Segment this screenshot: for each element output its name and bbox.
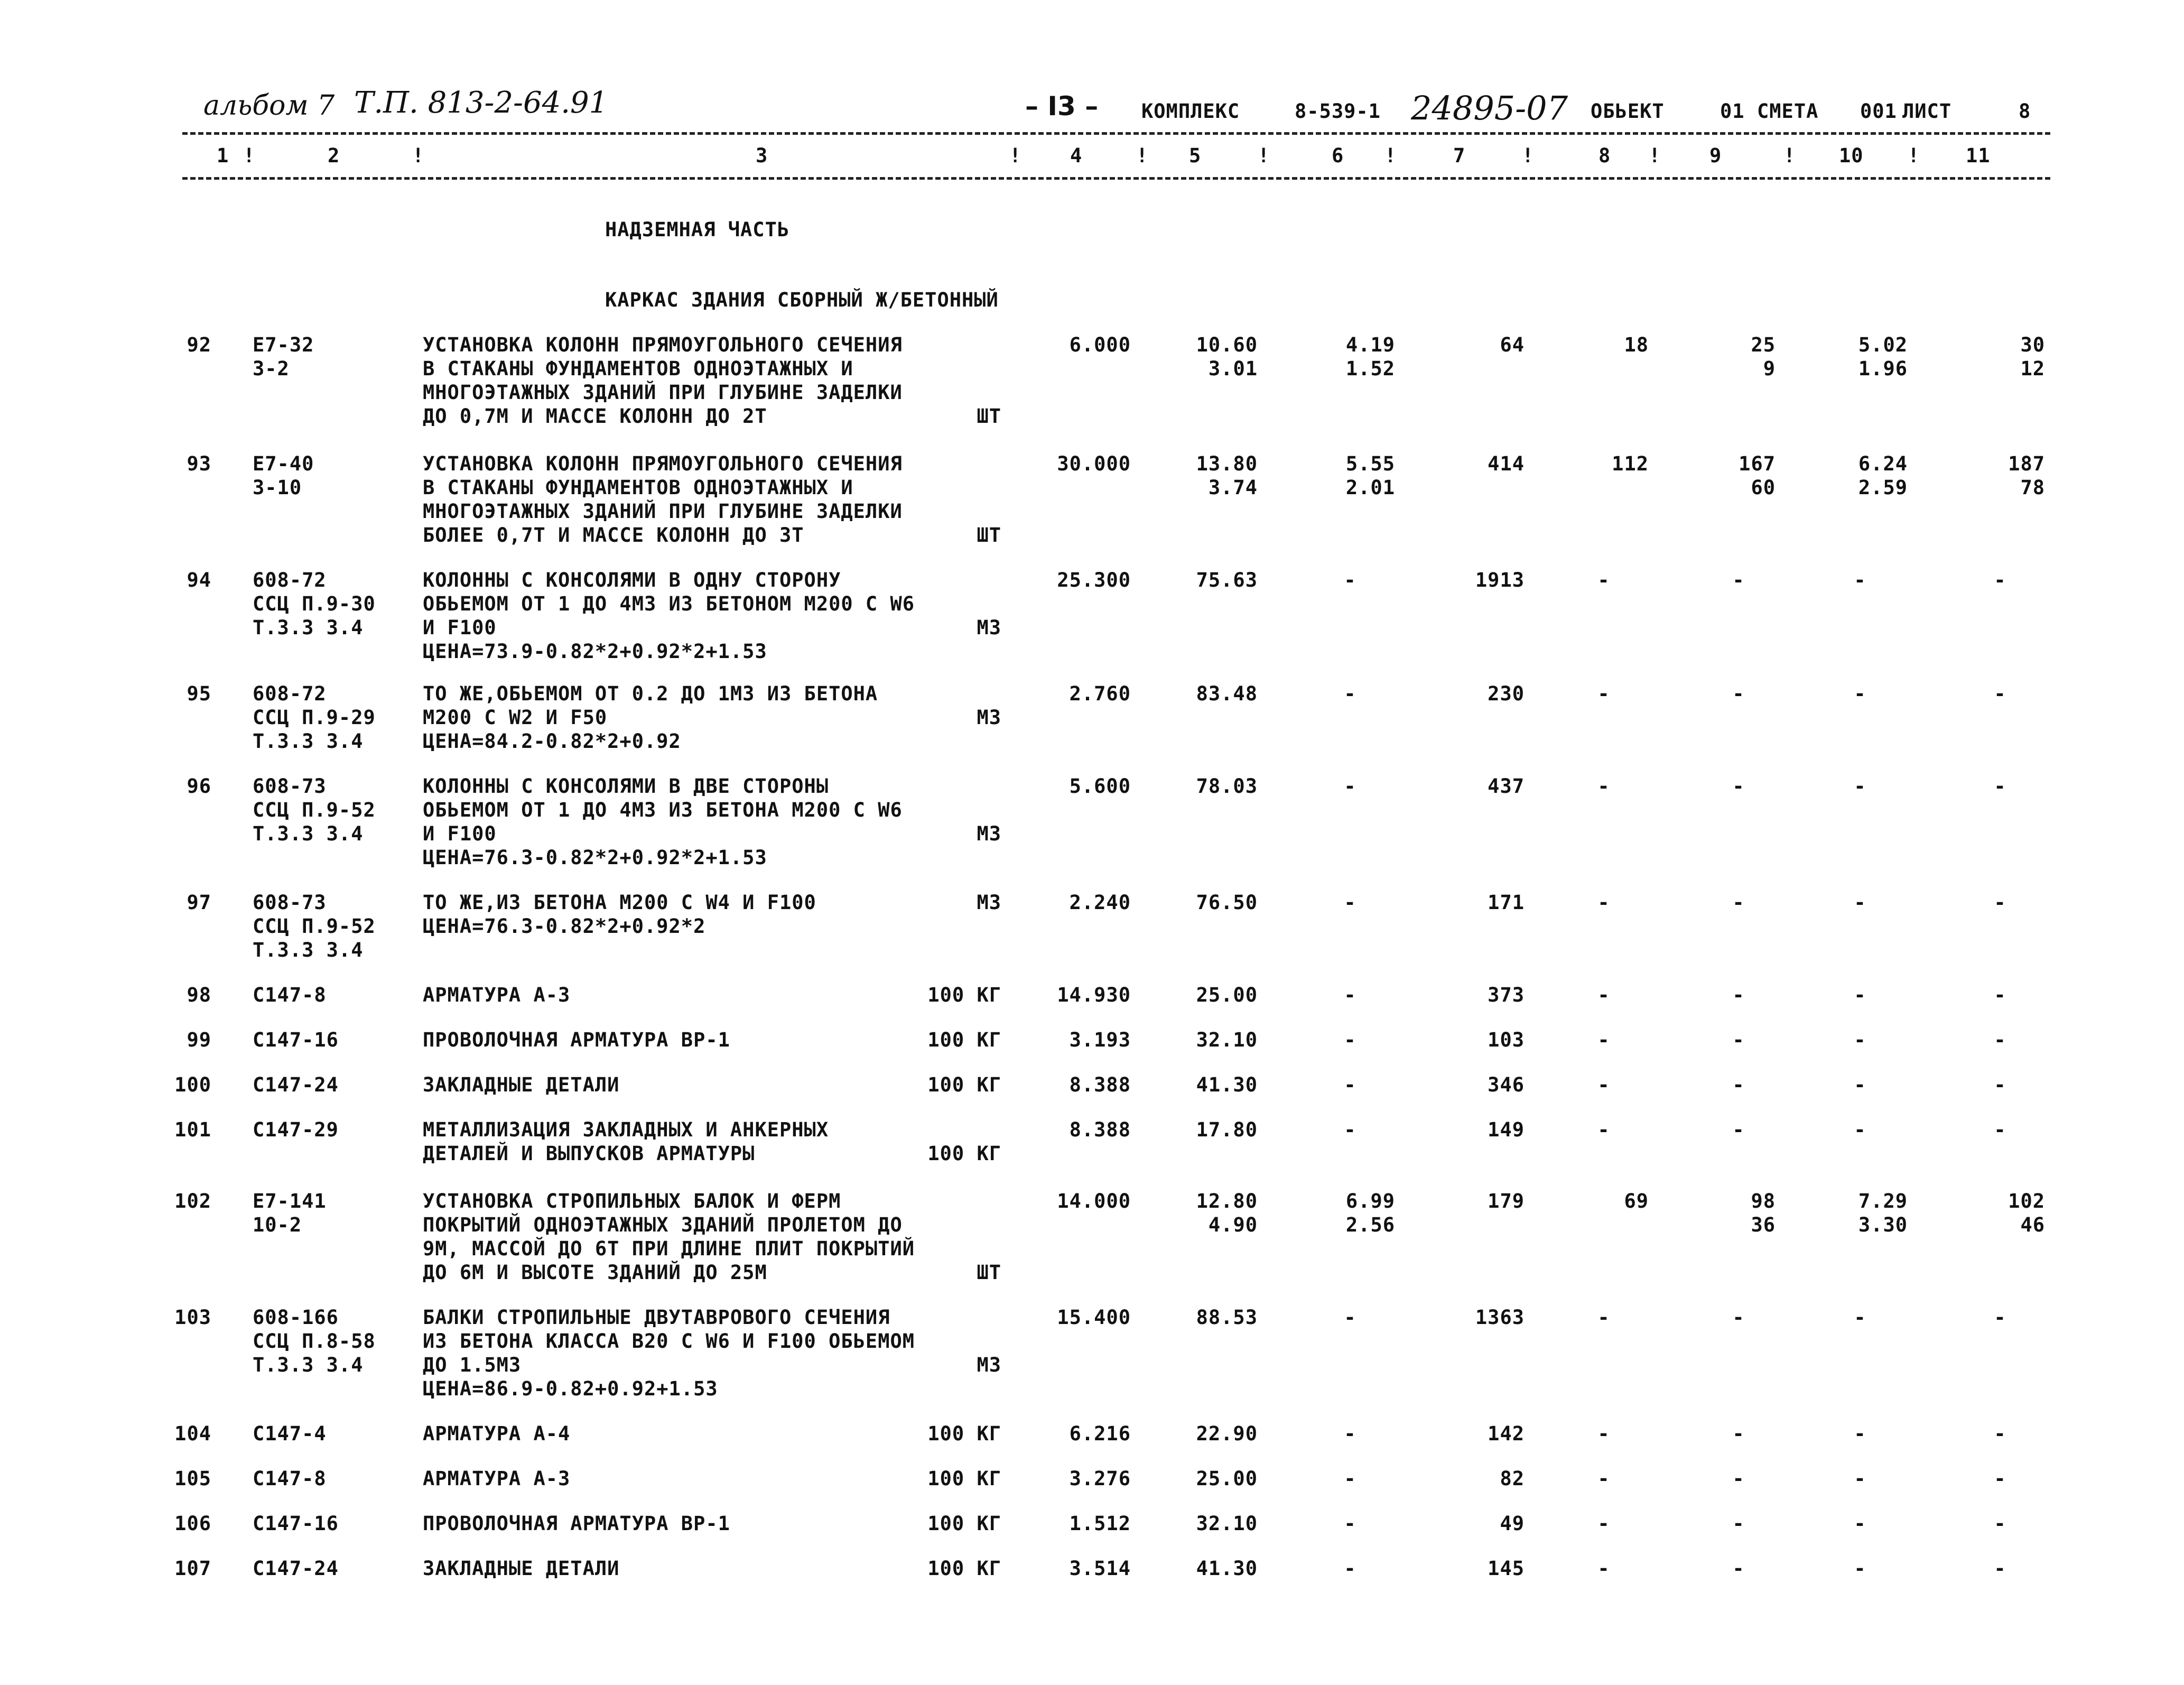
column-separator: ! [243,144,256,167]
unit: 100 КГ [927,1073,1001,1096]
unit-cost: 88.53 [1196,1306,1258,1329]
labor-total: 46 [2020,1214,2045,1236]
labor-total: 187 [2008,452,2045,475]
total-wage: - [1732,775,1745,798]
quantity: 5.600 [1069,775,1131,798]
unit-cost: 3.01 [1208,357,1258,380]
wage-cost: - [1344,569,1356,591]
total-wage: - [1732,1073,1745,1096]
labor-total: - [1994,1467,2006,1490]
description-line: М200 С W2 И F50 [423,706,608,729]
norm-code: Е7-40 [253,452,314,475]
unit: 100 КГ [927,1512,1001,1535]
unit-cost: 75.63 [1196,569,1258,591]
unit: 100 КГ [927,1422,1001,1445]
description-line: ДО 1.5М3 [423,1354,522,1376]
norm-code: С147-8 [253,984,327,1006]
quantity: 14.000 [1057,1190,1131,1212]
unit: М3 [977,706,1001,729]
norm-code: Т.3.3 3.4 [253,616,364,639]
norm-code: Т.3.3 3.4 [253,822,364,845]
norm-code: Т.3.3 3.4 [253,730,364,753]
labor-total: 30 [2020,334,2045,356]
unit-cost: 13.80 [1196,452,1258,475]
labor-rate: - [1854,1118,1866,1141]
row-number: 101 [174,1118,211,1141]
wage-cost: 1.52 [1345,357,1395,380]
description-line: ПРОВОЛОЧНАЯ АРМАТУРА ВР-1 [423,1029,730,1051]
quantity: 8.388 [1069,1118,1131,1141]
labor-total: - [1994,891,2006,914]
labor-total: 102 [2008,1190,2045,1212]
description-line: ДЕТАЛЕЙ И ВЫПУСКОВ АРМАТУРЫ [423,1142,755,1165]
norm-code: 608-72 [253,682,327,705]
section-subtitle: КАРКАС ЗДАНИЯ СБОРНЫЙ Ж/БЕТОННЫЙ [605,289,999,311]
labor-rate: 6.24 [1858,452,1908,475]
description-line: ТО ЖЕ,ОБЬЕМОМ ОТ 0.2 ДО 1М3 ИЗ БЕТОНА [423,682,878,705]
description-line: В СТАКАНЫ ФУНДАМЕНТОВ ОДНОЭТАЖНЫХ И [423,476,853,499]
labor-rate: - [1854,891,1866,914]
norm-code: Е7-32 [253,334,314,356]
description-line: АРМАТУРА А-3 [423,1467,571,1490]
norm-code: С147-8 [253,1467,327,1490]
quantity: 3.514 [1069,1557,1131,1580]
total-wage: 9 [1763,357,1776,380]
estimate-label: СМЕТА [1757,100,1819,123]
labor-rate: 7.29 [1858,1190,1908,1212]
header-rule-bottom [182,177,2050,180]
norm-code: ССЦ П.9-52 [253,799,376,821]
total-wage: - [1732,1306,1745,1329]
row-number: 102 [174,1190,211,1212]
norm-code: Е7-141 [253,1190,327,1212]
norm-code: 3-2 [253,357,290,380]
quantity: 6.000 [1069,334,1131,356]
labor-total: - [1994,984,2006,1006]
total-machine: - [1597,1422,1610,1445]
column-number: 3 [756,144,768,167]
description-line: МНОГОЭТАЖНЫХ ЗДАНИЙ ПРИ ГЛУБИНЕ ЗАДЕЛКИ [423,500,903,523]
description-line: ПОКРЫТИЙ ОДНОЭТАЖНЫХ ЗДАНИЙ ПРОЛЕТОМ ДО [423,1214,903,1236]
description-line: ДО 6М И ВЫСОТЕ ЗДАНИЙ ДО 25М [423,1261,767,1284]
labor-total: - [1994,1557,2006,1580]
description-line: И F100 [423,616,497,639]
header-rule-top [182,132,2050,135]
row-number: 104 [174,1422,211,1445]
total-cost: 1363 [1475,1306,1525,1329]
project-code: Т.П. 813-2-64.91 [354,86,608,120]
total-cost: 82 [1500,1467,1525,1490]
description-line: АРМАТУРА А-3 [423,984,571,1006]
unit: ШТ [977,405,1001,428]
quantity: 2.760 [1069,682,1131,705]
total-machine: - [1597,1306,1610,1329]
total-machine: 112 [1612,452,1649,475]
labor-total: - [1994,682,2006,705]
row-number: 98 [187,984,211,1006]
row-number: 103 [174,1306,211,1329]
wage-cost: - [1344,682,1356,705]
section-title: НАДЗЕМНАЯ ЧАСТЬ [605,218,790,241]
column-separator: ! [1258,144,1270,167]
labor-rate: - [1854,682,1866,705]
norm-code: 608-73 [253,775,327,798]
unit: М3 [977,616,1001,639]
total-wage: - [1732,569,1745,591]
labor-total: - [1994,569,2006,591]
description-line: КОЛОННЫ С КОНСОЛЯМИ В ОДНУ СТОРОНУ [423,569,841,591]
description-line: ОБЬЕМОМ ОТ 1 ДО 4М3 ИЗ БЕТОНА М200 С W6 [423,799,903,821]
quantity: 1.512 [1069,1512,1131,1535]
description-line: 9М, МАССОЙ ДО 6Т ПРИ ДЛИНЕ ПЛИТ ПОКРЫТИЙ [423,1237,915,1260]
description-line: ЗАКЛАДНЫЕ ДЕТАЛИ [423,1557,620,1580]
unit-cost: 32.10 [1196,1029,1258,1051]
description-line: ПРОВОЛОЧНАЯ АРМАТУРА ВР-1 [423,1512,730,1535]
labor-rate: 1.96 [1858,357,1908,380]
total-machine: 69 [1624,1190,1649,1212]
description-line: ТО ЖЕ,ИЗ БЕТОНА М200 С W4 И F100 [423,891,816,914]
total-cost: 230 [1488,682,1525,705]
description-line: БОЛЕЕ 0,7Т И МАССЕ КОЛОНН ДО 3Т [423,524,804,547]
labor-rate: - [1854,1557,1866,1580]
row-number: 94 [187,569,211,591]
total-cost: 142 [1488,1422,1525,1445]
unit-cost: 78.03 [1196,775,1258,798]
row-number: 99 [187,1029,211,1051]
labor-rate: - [1854,1422,1866,1445]
wage-cost: - [1344,1422,1356,1445]
wage-cost: 2.01 [1345,476,1395,499]
unit-cost: 4.90 [1208,1214,1258,1236]
norm-code: С147-24 [253,1557,339,1580]
description-line: ЗАКЛАДНЫЕ ДЕТАЛИ [423,1073,620,1096]
total-cost: 64 [1500,334,1525,356]
norm-code: С147-29 [253,1118,339,1141]
total-wage: - [1732,1118,1745,1141]
wage-cost: - [1344,1512,1356,1535]
labor-total: 12 [2020,357,2045,380]
column-number: 2 [328,144,340,167]
total-wage: - [1732,984,1745,1006]
description-line: ЦЕНА=73.9-0.82*2+0.92*2+1.53 [423,640,767,663]
total-wage: 36 [1751,1214,1776,1236]
column-number: 1 [217,144,229,167]
total-wage: - [1732,1467,1745,1490]
unit-cost: 25.00 [1196,984,1258,1006]
description-line: ЦЕНА=84.2-0.82*2+0.92 [423,730,681,753]
quantity: 3.276 [1069,1467,1131,1490]
description-line: УСТАНОВКА КОЛОНН ПРЯМОУГОЛЬНОГО СЕЧЕНИЯ [423,452,903,475]
labor-rate: - [1854,1029,1866,1051]
norm-code: 608-166 [253,1306,339,1329]
labor-total: - [1994,1029,2006,1051]
labor-rate: 3.30 [1858,1214,1908,1236]
wage-cost: - [1344,1467,1356,1490]
labor-rate: - [1854,984,1866,1006]
row-number: 105 [174,1467,211,1490]
quantity: 2.240 [1069,891,1131,914]
column-separator: ! [1649,144,1661,167]
total-machine: - [1597,1467,1610,1490]
unit: М3 [977,1354,1001,1376]
norm-code: ССЦ П.9-30 [253,592,376,615]
norm-code: ССЦ П.8-58 [253,1330,376,1353]
column-number: 6 [1332,144,1344,167]
norm-code: 608-73 [253,891,327,914]
quantity: 6.216 [1069,1422,1131,1445]
unit: М3 [977,891,1001,914]
row-number: 107 [174,1557,211,1580]
quantity: 15.400 [1057,1306,1131,1329]
total-wage: - [1732,682,1745,705]
wage-cost: - [1344,1118,1356,1141]
norm-code: 3-10 [253,476,302,499]
norm-code: С147-16 [253,1512,339,1535]
description-line: МЕТАЛЛИЗАЦИЯ ЗАКЛАДНЫХ И АНКЕРНЫХ [423,1118,829,1141]
row-number: 95 [187,682,211,705]
norm-code: Т.3.3 3.4 [253,1354,364,1376]
total-machine: - [1597,682,1610,705]
unit-cost: 12.80 [1196,1190,1258,1212]
total-wage: - [1732,1029,1745,1051]
labor-rate: - [1854,569,1866,591]
description-line: УСТАНОВКА КОЛОНН ПРЯМОУГОЛЬНОГО СЕЧЕНИЯ [423,334,903,356]
quantity: 14.930 [1057,984,1131,1006]
total-wage: - [1732,891,1745,914]
column-separator: ! [412,144,425,167]
description-line: ЦЕНА=86.9-0.82+0.92+1.53 [423,1377,718,1400]
labor-total: - [1994,1306,2006,1329]
wage-cost: - [1344,1557,1356,1580]
wage-cost: 6.99 [1345,1190,1395,1212]
total-cost: 149 [1488,1118,1525,1141]
unit-cost: 32.10 [1196,1512,1258,1535]
description-line: И F100 [423,822,497,845]
column-separator: ! [1522,144,1535,167]
column-number: 11 [1966,144,1991,167]
row-number: 96 [187,775,211,798]
row-number: 97 [187,891,211,914]
labor-rate: - [1854,775,1866,798]
column-number: 4 [1070,144,1083,167]
norm-code: С147-16 [253,1029,339,1051]
labor-rate: 2.59 [1858,476,1908,499]
unit-cost: 17.80 [1196,1118,1258,1141]
row-number: 106 [174,1512,211,1535]
labor-rate: - [1854,1306,1866,1329]
complex-code: 8-539-1 [1295,100,1381,123]
column-number: 9 [1709,144,1722,167]
total-wage: 167 [1739,452,1776,475]
total-machine: - [1597,984,1610,1006]
column-separator: ! [1908,144,1920,167]
labor-total: - [1994,1512,2006,1535]
wage-cost: - [1344,1029,1356,1051]
total-machine: - [1597,1029,1610,1051]
labor-rate: - [1854,1073,1866,1096]
column-number: 7 [1453,144,1466,167]
total-cost: 1913 [1475,569,1525,591]
quantity: 8.388 [1069,1073,1131,1096]
column-number: 10 [1839,144,1864,167]
total-cost: 373 [1488,984,1525,1006]
total-cost: 171 [1488,891,1525,914]
description-line: ЦЕНА=76.3-0.82*2+0.92*2 [423,915,706,938]
unit: 100 КГ [927,1142,1001,1165]
labor-total: - [1994,775,2006,798]
unit: 100 КГ [927,1467,1001,1490]
column-separator: ! [1384,144,1397,167]
total-cost: 145 [1488,1557,1525,1580]
total-wage: - [1732,1512,1745,1535]
description-line: ОБЬЕМОМ ОТ 1 ДО 4М3 ИЗ БЕТОНОМ М200 С W6 [423,592,915,615]
description-line: МНОГОЭТАЖНЫХ ЗДАНИЙ ПРИ ГЛУБИНЕ ЗАДЕЛКИ [423,381,903,404]
labor-total: - [1994,1073,2006,1096]
norm-code: 10-2 [253,1214,302,1236]
total-cost: 49 [1500,1512,1525,1535]
unit: 100 КГ [927,984,1001,1006]
unit: ШТ [977,1261,1001,1284]
quantity: 25.300 [1057,569,1131,591]
column-separator: ! [1783,144,1796,167]
total-machine: - [1597,775,1610,798]
row-number: 93 [187,452,211,475]
labor-rate: - [1854,1467,1866,1490]
total-machine: 18 [1624,334,1649,356]
unit-cost: 41.30 [1196,1073,1258,1096]
norm-code: С147-24 [253,1073,339,1096]
labor-total: - [1994,1422,2006,1445]
row-number: 92 [187,334,211,356]
norm-code: ССЦ П.9-52 [253,915,376,938]
unit-cost: 41.30 [1196,1557,1258,1580]
description-line: КОЛОННЫ С КОНСОЛЯМИ В ДВЕ СТОРОНЫ [423,775,829,798]
total-cost: 437 [1488,775,1525,798]
description-line: УСТАНОВКА СТРОПИЛЬНЫХ БАЛОК И ФЕРМ [423,1190,841,1212]
description-line: ИЗ БЕТОНА КЛАССА В20 С W6 И F100 ОБЬЕМОМ [423,1330,915,1353]
wage-cost: 2.56 [1345,1214,1395,1236]
quantity: 30.000 [1057,452,1131,475]
total-machine: - [1597,569,1610,591]
unit-cost: 22.90 [1196,1422,1258,1445]
total-cost: 414 [1488,452,1525,475]
estimate-number: 001 [1860,100,1897,123]
norm-code: ССЦ П.9-29 [253,706,376,729]
unit-cost: 3.74 [1208,476,1258,499]
quantity: 3.193 [1069,1029,1131,1051]
total-wage: - [1732,1422,1745,1445]
total-machine: - [1597,1557,1610,1580]
wage-cost: - [1344,984,1356,1006]
page-number: – I3 – [1025,91,1099,122]
total-wage: 60 [1751,476,1776,499]
wage-cost: 5.55 [1345,452,1395,475]
handwritten-number: 24895-07 [1411,89,1568,127]
norm-code: С147-4 [253,1422,327,1445]
total-cost: 346 [1488,1073,1525,1096]
labor-rate: 5.02 [1858,334,1908,356]
unit-cost: 10.60 [1196,334,1258,356]
object-label: ОБЬЕКТ [1591,100,1665,123]
column-separator: ! [1009,144,1022,167]
object-number: 01 [1720,100,1745,123]
column-number: 5 [1189,144,1202,167]
complex-label: КОМПЛЕКС [1141,100,1240,123]
unit-cost: 76.50 [1196,891,1258,914]
labor-rate: - [1854,1512,1866,1535]
wage-cost: - [1344,891,1356,914]
unit: 100 КГ [927,1557,1001,1580]
total-cost: 179 [1488,1190,1525,1212]
total-cost: 103 [1488,1029,1525,1051]
sheet-number: 8 [2019,100,2031,123]
total-machine: - [1597,1073,1610,1096]
wage-cost: - [1344,1073,1356,1096]
description-line: АРМАТУРА А-4 [423,1422,571,1445]
album-label: альбом 7 [203,90,335,122]
total-machine: - [1597,1118,1610,1141]
description-line: БАЛКИ СТРОПИЛЬНЫЕ ДВУТАВРОВОГО СЕЧЕНИЯ [423,1306,890,1329]
labor-total: - [1994,1118,2006,1141]
unit: 100 КГ [927,1029,1001,1051]
wage-cost: - [1344,775,1356,798]
description-line: В СТАКАНЫ ФУНДАМЕНТОВ ОДНОЭТАЖНЫХ И [423,357,853,380]
unit: М3 [977,822,1001,845]
wage-cost: 4.19 [1345,334,1395,356]
column-number: 8 [1598,144,1611,167]
total-machine: - [1597,891,1610,914]
unit-cost: 25.00 [1196,1467,1258,1490]
description-line: ЦЕНА=76.3-0.82*2+0.92*2+1.53 [423,846,767,869]
total-machine: - [1597,1512,1610,1535]
wage-cost: - [1344,1306,1356,1329]
norm-code: 608-72 [253,569,327,591]
norm-code: Т.3.3 3.4 [253,939,364,961]
total-wage: 25 [1751,334,1776,356]
total-wage: - [1732,1557,1745,1580]
description-line: ДО 0,7М И МАССЕ КОЛОНН ДО 2Т [423,405,767,428]
row-number: 100 [174,1073,211,1096]
unit-cost: 83.48 [1196,682,1258,705]
column-separator: ! [1136,144,1149,167]
labor-total: 78 [2020,476,2045,499]
unit: ШТ [977,524,1001,547]
sheet-label: ЛИСТ [1902,100,1952,123]
total-wage: 98 [1751,1190,1776,1212]
